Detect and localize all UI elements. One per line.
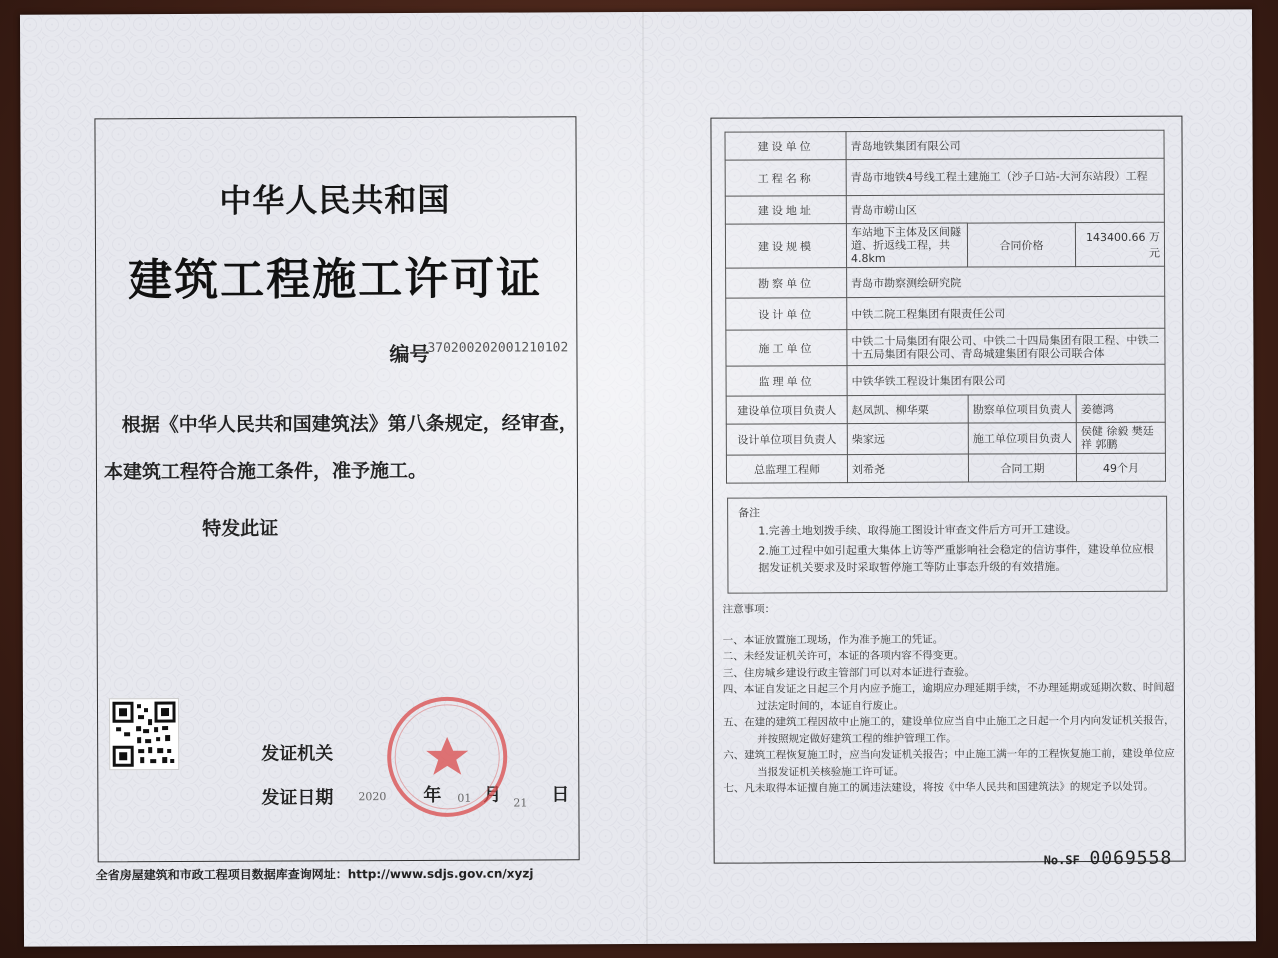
design-unit-label: 设计单位 <box>726 298 847 331</box>
builder-manager-label: 建设单位项目负责人 <box>726 396 847 425</box>
supervision-unit-value: 中铁华铁工程设计集团有限公司 <box>847 364 1165 395</box>
table-row <box>725 158 1164 196</box>
year-char: 年 <box>423 784 442 806</box>
builder-label: 建设单位 <box>725 132 846 161</box>
address-value: 青岛市崂山区 <box>846 194 1164 223</box>
scale-label: 建设规模 <box>725 224 846 269</box>
table-row <box>726 453 1165 483</box>
notice-item: 一、本证放置施工现场，作为准予施工的凭证。 <box>722 633 944 647</box>
number-label: 编号 <box>389 341 430 367</box>
month-char: 月 <box>483 784 502 806</box>
issue-date-label: 发证日期 <box>261 787 334 809</box>
contract-price-unit: 万元 <box>1148 230 1161 260</box>
contract-period-label: 合同工期 <box>968 454 1076 482</box>
construction-unit-label: 施工单位 <box>726 330 847 367</box>
notice-item: 七、凡未取得本证擅自施工的属违法建设，将按《中华人民共和国建筑法》的规定予以处罚。 <box>723 780 1154 795</box>
design-unit-value: 中铁二院工程集团有限责任公司 <box>847 296 1165 329</box>
project-info-table <box>724 130 1166 484</box>
construction-manager-value: 侯健 徐毅 樊廷祥 郭鹏 <box>1076 422 1165 453</box>
star-icon <box>426 737 468 775</box>
notice-item: 四、本证自发证之日起三个月内应予施工，逾期应办理延期手续，不办理延期或延期次数、时间超过法定时间的，本证自行废止。 <box>722 681 1175 712</box>
permit-number: 370200202001210102 <box>427 340 569 356</box>
permit-title: 建筑工程施工许可证 <box>128 253 543 307</box>
remark-item: 1.完善土地划拨手续、取得施工图设计审查文件后方可开工建设。 <box>758 523 1077 538</box>
scale-value: 车站地下主体及区间隧道、折返线工程，共4.8km <box>846 223 967 268</box>
table-row <box>726 266 1165 298</box>
qr-code-icon <box>109 698 179 770</box>
table-row <box>726 422 1165 455</box>
project-name-label: 工程名称 <box>725 160 846 197</box>
approval-text: 本建筑工程符合施工条件，准予施工。 <box>103 459 428 484</box>
notice-item: 三、住房城乡建设行政主管部门可以对本证进行查验。 <box>722 666 975 680</box>
day-char: 日 <box>551 784 570 806</box>
remark-item: 2.施工过程中如引起重大集体上访等严重影响社会稳定的信访事件，建设单位应根据发证机关要求及时采取暂停施工等防止事态升级的有效措施。 <box>758 542 1154 575</box>
supervision-unit-label: 监理单位 <box>726 366 847 397</box>
survey-manager-label: 勘察单位项目负责人 <box>968 395 1076 423</box>
notice-title: 注意事项： <box>722 603 776 616</box>
table-row <box>725 194 1164 224</box>
official-seal-icon <box>383 693 512 822</box>
contract-period-value: 49个月 <box>1076 453 1165 481</box>
contract-price-value: 143400.66 <box>1085 230 1146 244</box>
chief-supervisor-label: 总监理工程师 <box>726 455 847 484</box>
survey-unit-value: 青岛市勘察测绘研究院 <box>847 266 1165 297</box>
table-row <box>726 296 1165 330</box>
builder-value: 青岛地铁集团有限公司 <box>846 130 1164 159</box>
address-label: 建设地址 <box>725 196 846 225</box>
query-website: 全省房屋建筑和市政工程项目数据库查询网址：http://www.sdjs.gov.cn/xyzj <box>95 866 534 883</box>
serial-value: 0069558 <box>1089 847 1173 870</box>
survey-unit-label: 勘察单位 <box>726 268 847 299</box>
remarks-box <box>727 496 1167 594</box>
legal-basis-text: 根据《中华人民共和国建筑法》第八条规定，经审查， <box>121 412 578 437</box>
notice-item: 六、建筑工程恢复施工时，应当向发证机关报告；中止施工满一年的工程恢复施工前，建设单位应当报发证机关核验施工许可证。 <box>723 747 1175 778</box>
builder-manager-value: 赵凤凯、柳华栗 <box>847 395 968 424</box>
project-name-value: 青岛市地铁4号线工程土建施工（沙子口站-大河东站段）工程 <box>846 158 1164 195</box>
notice-section <box>723 600 1176 797</box>
contract-price-label: 合同价格 <box>967 223 1075 267</box>
table-row <box>725 222 1164 268</box>
construction-unit-value: 中铁二十局集团有限公司、中铁二十四局集团有限工程、中铁二十五局集团有限公司、青岛城建集团有限公司联合体 <box>847 328 1165 365</box>
construction-manager-label: 施工单位项目负责人 <box>968 423 1076 454</box>
survey-manager-value: 姜德鸿 <box>1076 394 1165 422</box>
country-title: 中华人民共和国 <box>219 180 451 220</box>
serial-number <box>1044 848 1173 870</box>
notice-item: 二、未经发证机关许可，本证的各项内容不得变更。 <box>722 649 965 663</box>
issue-day: 21 <box>513 796 528 810</box>
table-row <box>726 328 1165 366</box>
notice-item: 五、在建的建筑工程因故中止施工的，建设单位应当自中止施工之日起一个月内向发证机关报告，并按照规定做好建筑工程的维护管理工作。 <box>723 714 1175 745</box>
design-manager-label: 设计单位项目负责人 <box>726 424 847 456</box>
table-row <box>726 394 1165 424</box>
design-manager-value: 柴家远 <box>847 423 968 455</box>
serial-prefix: No.SF <box>1043 853 1080 868</box>
chief-supervisor-value: 刘希尧 <box>847 454 968 483</box>
remarks-title: 备注 <box>738 506 761 520</box>
issuing-authority-label: 发证机关 <box>261 743 334 765</box>
table-row <box>726 364 1165 396</box>
center-fold <box>642 12 648 944</box>
issue-year: 2020 <box>358 790 387 804</box>
certification-text: 特发此证 <box>202 517 279 540</box>
contract-price <box>1075 222 1164 266</box>
issue-month: 01 <box>457 791 472 805</box>
permit-sheet <box>20 9 1256 946</box>
table-row <box>725 130 1164 160</box>
